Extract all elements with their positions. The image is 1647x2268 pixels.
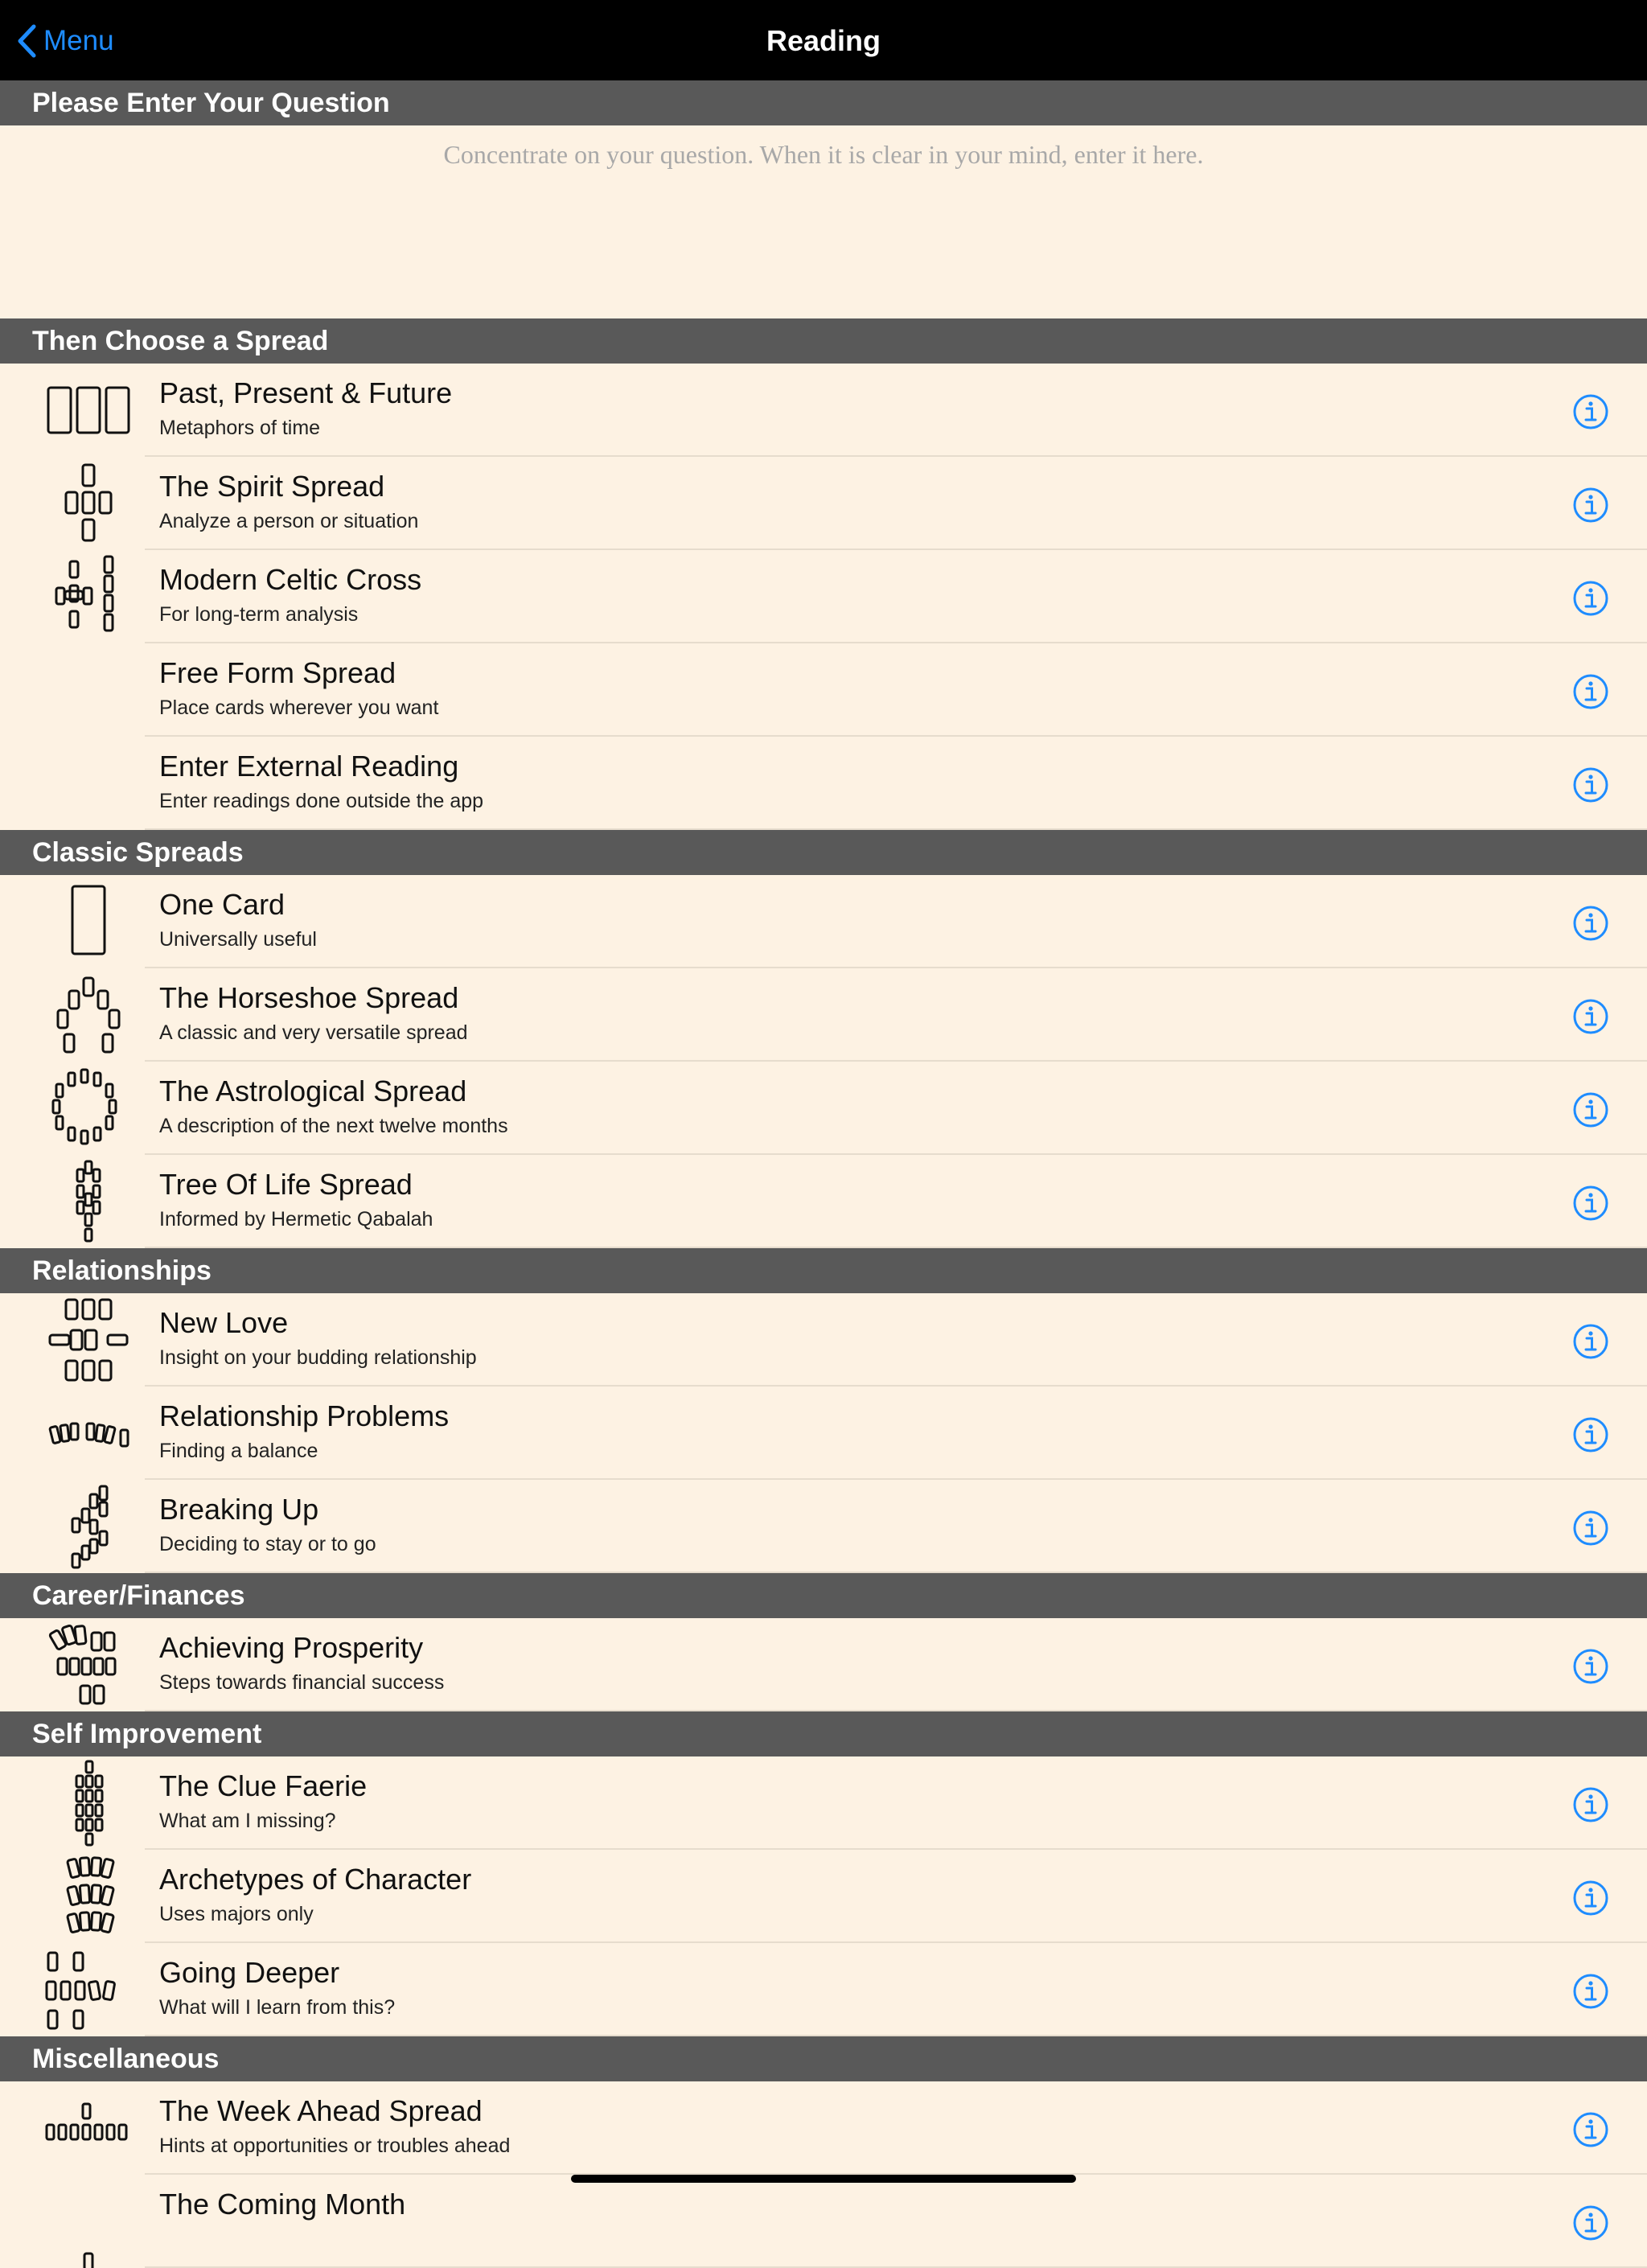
spread-row[interactable] bbox=[0, 2175, 1647, 2268]
section-header bbox=[0, 830, 1647, 875]
info-button[interactable] bbox=[1572, 1185, 1609, 1222]
spread-title: Free Form Spread bbox=[159, 656, 396, 689]
section-header bbox=[0, 2036, 1647, 2081]
spread-row[interactable] bbox=[0, 737, 1647, 830]
info-icon bbox=[1572, 1323, 1609, 1360]
new-love-icon bbox=[40, 1296, 137, 1383]
breaking-up-icon bbox=[40, 1483, 137, 1570]
spread-row[interactable] bbox=[0, 968, 1647, 1062]
spread-layout-icon bbox=[40, 2085, 137, 2171]
spread-subtitle: Place cards wherever you want bbox=[159, 696, 439, 719]
info-icon bbox=[1572, 393, 1609, 430]
info-button[interactable] bbox=[1572, 393, 1609, 430]
spread-row[interactable] bbox=[0, 1850, 1647, 1943]
spread-title: Achieving Prosperity bbox=[159, 1631, 424, 1664]
spread-layout-icon bbox=[40, 1065, 137, 1152]
spread-row[interactable] bbox=[0, 550, 1647, 643]
info-icon bbox=[1572, 1648, 1609, 1685]
spread-row[interactable] bbox=[0, 1480, 1647, 1573]
tree-of-life-icon bbox=[40, 1158, 137, 1245]
spread-layout-icon bbox=[40, 1483, 137, 1570]
info-icon bbox=[1572, 1091, 1609, 1128]
spread-subtitle: Finding a balance bbox=[159, 1440, 318, 1462]
info-button[interactable] bbox=[1572, 998, 1609, 1035]
spread-row[interactable] bbox=[0, 643, 1647, 737]
spread-title: Past, Present & Future bbox=[159, 376, 453, 409]
spread-row[interactable] bbox=[0, 1387, 1647, 1480]
spread-subtitle: Insight on your budding relationship bbox=[159, 1346, 477, 1369]
info-icon bbox=[1572, 2111, 1609, 2148]
info-icon bbox=[1572, 1880, 1609, 1917]
spread-layout-icon bbox=[40, 1621, 137, 1708]
info-icon bbox=[1572, 766, 1609, 803]
spread-row[interactable] bbox=[0, 875, 1647, 968]
spread-layout-icon bbox=[40, 460, 137, 547]
spread-title: Going Deeper bbox=[159, 1956, 340, 1989]
spread-layout-icon bbox=[40, 1158, 137, 1245]
spread-subtitle: A description of the next twelve months bbox=[159, 1115, 508, 1137]
info-button[interactable] bbox=[1572, 1416, 1609, 1453]
question-input[interactable] bbox=[0, 125, 1647, 318]
spread-title: Enter External Reading bbox=[159, 750, 459, 783]
spread-title: One Card bbox=[159, 888, 285, 921]
archetypes-icon bbox=[40, 1853, 137, 1940]
question-area bbox=[0, 125, 1647, 318]
section-header bbox=[0, 1711, 1647, 1756]
spread-subtitle: Hints at opportunities or troubles ahead bbox=[159, 2134, 511, 2157]
spread-layout-icon bbox=[40, 367, 137, 454]
spread-layout-icon bbox=[40, 740, 137, 827]
three-card-icon bbox=[40, 367, 137, 454]
spread-row[interactable] bbox=[0, 1618, 1647, 1711]
info-button[interactable] bbox=[1572, 487, 1609, 524]
info-icon bbox=[1572, 905, 1609, 942]
spread-subtitle: Analyze a person or situation bbox=[159, 510, 419, 532]
spread-title: Tree Of Life Spread bbox=[159, 1168, 413, 1201]
celtic-cross-icon bbox=[40, 553, 137, 640]
info-icon bbox=[1572, 580, 1609, 617]
spread-row[interactable] bbox=[0, 2081, 1647, 2175]
section-title: Relationships bbox=[32, 1255, 212, 1286]
relationship-problems-icon bbox=[40, 1390, 137, 1477]
info-icon bbox=[1572, 2204, 1609, 2241]
info-button[interactable] bbox=[1572, 580, 1609, 617]
spread-layout-icon bbox=[40, 972, 137, 1058]
spread-layout-icon bbox=[40, 1853, 137, 1940]
spread-row[interactable] bbox=[0, 1943, 1647, 2036]
spread-layout-icon bbox=[40, 2178, 137, 2265]
info-icon bbox=[1572, 487, 1609, 524]
page-title: Reading bbox=[766, 24, 881, 57]
coming-month-icon bbox=[40, 2178, 137, 2265]
info-button[interactable] bbox=[1572, 1323, 1609, 1360]
info-button[interactable] bbox=[1572, 1973, 1609, 2010]
spread-subtitle: For long-term analysis bbox=[159, 603, 359, 626]
info-icon bbox=[1572, 1185, 1609, 1222]
week-ahead-icon bbox=[40, 2085, 137, 2171]
info-button[interactable] bbox=[1572, 1648, 1609, 1685]
info-icon bbox=[1572, 1786, 1609, 1823]
spread-row[interactable] bbox=[0, 1293, 1647, 1387]
spread-title: The Horseshoe Spread bbox=[159, 981, 459, 1014]
astrological-icon bbox=[40, 1065, 137, 1152]
info-icon bbox=[1572, 998, 1609, 1035]
spread-layout-icon bbox=[40, 1390, 137, 1477]
info-button[interactable] bbox=[1572, 766, 1609, 803]
spread-subtitle: What will I learn from this? bbox=[159, 1996, 396, 2019]
info-icon bbox=[1572, 673, 1609, 710]
going-deeper-icon bbox=[40, 1946, 137, 2033]
spread-subtitle: A classic and very versatile spread bbox=[159, 1021, 468, 1044]
section-header bbox=[0, 1248, 1647, 1293]
info-icon bbox=[1572, 1416, 1609, 1453]
spread-title: The Astrological Spread bbox=[159, 1074, 467, 1107]
spread-row[interactable] bbox=[0, 364, 1647, 457]
spread-subtitle: Informed by Hermetic Qabalah bbox=[159, 1208, 433, 1231]
section-header bbox=[0, 318, 1647, 364]
section-title: Then Choose a Spread bbox=[32, 326, 329, 356]
spread-layout-icon bbox=[40, 647, 137, 733]
spread-title: Breaking Up bbox=[159, 1493, 319, 1526]
spread-subtitle: Enter readings done outside the app bbox=[159, 790, 484, 812]
spread-row[interactable] bbox=[0, 1155, 1647, 1248]
spread-subtitle: Deciding to stay or to go bbox=[159, 1533, 376, 1555]
spread-title: New Love bbox=[159, 1306, 289, 1339]
spread-layout-icon bbox=[40, 553, 137, 640]
spread-layout-icon bbox=[40, 1296, 137, 1383]
spread-row[interactable] bbox=[0, 457, 1647, 550]
section-title: Career/Finances bbox=[32, 1580, 245, 1611]
section-header bbox=[0, 1573, 1647, 1618]
info-button[interactable] bbox=[1572, 1510, 1609, 1547]
question-section-header bbox=[0, 80, 1647, 125]
section-title: Miscellaneous bbox=[32, 2044, 220, 2074]
spread-layout-icon bbox=[40, 878, 137, 965]
home-indicator[interactable] bbox=[571, 2175, 1076, 2183]
spread-subtitle: Uses majors only bbox=[159, 1903, 314, 1925]
info-button[interactable] bbox=[1572, 2204, 1609, 2241]
spread-title: Archetypes of Character bbox=[159, 1863, 472, 1896]
one-card-icon bbox=[40, 878, 137, 965]
info-button[interactable] bbox=[1572, 1880, 1609, 1917]
info-button[interactable] bbox=[1572, 673, 1609, 710]
info-icon bbox=[1572, 1973, 1609, 2010]
question-section-title: Please Enter Your Question bbox=[32, 88, 390, 118]
info-button[interactable] bbox=[1572, 2111, 1609, 2148]
info-icon bbox=[1572, 1510, 1609, 1547]
spread-subtitle: What am I missing? bbox=[159, 1810, 336, 1832]
spread-title: Modern Celtic Cross bbox=[159, 563, 422, 596]
back-button-label: Menu bbox=[43, 25, 114, 56]
spread-title: The Clue Faerie bbox=[159, 1769, 368, 1802]
spirit-spread-icon bbox=[40, 460, 137, 547]
section-title: Self Improvement bbox=[32, 1719, 262, 1749]
spread-row[interactable] bbox=[0, 1756, 1647, 1850]
spread-title: The Spirit Spread bbox=[159, 470, 385, 503]
horseshoe-icon bbox=[40, 972, 137, 1058]
spread-title: The Coming Month bbox=[159, 2188, 406, 2221]
info-button[interactable] bbox=[1572, 1786, 1609, 1823]
spread-subtitle: Metaphors of time bbox=[159, 417, 321, 439]
spread-layout-icon bbox=[40, 1760, 137, 1847]
spread-row[interactable] bbox=[0, 1062, 1647, 1155]
navigation-bar bbox=[0, 0, 1647, 80]
spread-layout-icon bbox=[40, 1946, 137, 2033]
section-title: Classic Spreads bbox=[32, 837, 244, 868]
spread-subtitle: Universally useful bbox=[159, 928, 317, 951]
clue-faerie-icon bbox=[40, 1760, 137, 1847]
spread-title: The Week Ahead Spread bbox=[159, 2094, 483, 2127]
spread-subtitle: Steps towards financial success bbox=[159, 1671, 445, 1694]
info-button[interactable] bbox=[1572, 905, 1609, 942]
prosperity-icon bbox=[40, 1621, 137, 1708]
spread-title: Relationship Problems bbox=[159, 1399, 450, 1432]
info-button[interactable] bbox=[1572, 1091, 1609, 1128]
